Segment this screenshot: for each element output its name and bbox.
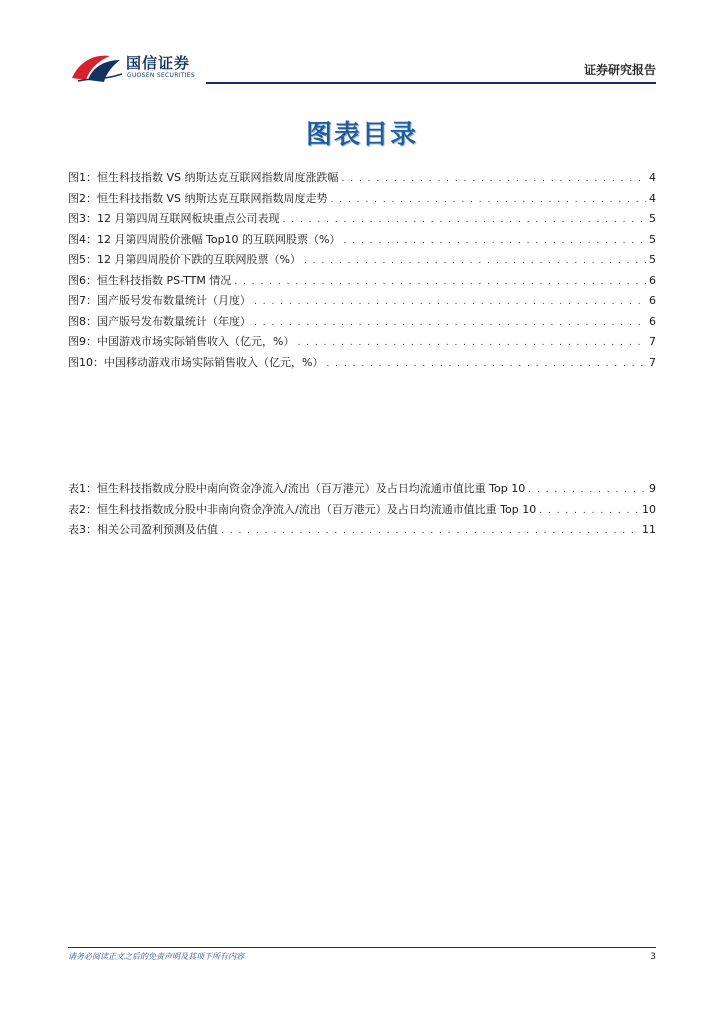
- toc-entry-figure-6[interactable]: [68, 272, 656, 293]
- toc-text: 恒生科技指数 VS 纳斯达克互联网指数周度走势: [97, 191, 328, 205]
- toc-text: 恒生科技指数成分股中南向资金净流入/流出（百万港元）及占日均流通市值比重 Top 10: [97, 482, 526, 495]
- toc-leader: [254, 297, 646, 307]
- toc-page: 5: [649, 212, 656, 225]
- toc-page: 6: [649, 273, 656, 287]
- toc-page: 6: [649, 294, 656, 307]
- toc-label: 图6：: [68, 273, 97, 287]
- toc-text: 相关公司盈利预测及估值: [97, 523, 218, 536]
- toc-page: 6: [649, 314, 656, 328]
- toc-entry-figure-10[interactable]: [68, 354, 656, 375]
- report-type-label: 证券研究报告: [583, 63, 656, 77]
- page-number: 3: [650, 952, 656, 962]
- toc-page: 5: [649, 253, 656, 266]
- toc-text: 12 月第四周股价涨幅 Top10 的互联网股票（%）: [97, 232, 341, 246]
- toc-leader: [344, 236, 647, 246]
- toc-leader: [221, 526, 639, 536]
- toc-label: 表2：: [68, 502, 97, 516]
- figure-list: [68, 169, 656, 374]
- toc-entry-figure-3[interactable]: [68, 210, 656, 231]
- toc-entry-figure-7[interactable]: [68, 292, 656, 313]
- footer-disclaimer: 请务必阅读正文之后的免责声明及其项下所有内容: [68, 952, 244, 961]
- toc-leader: [342, 174, 647, 184]
- toc-page: 4: [649, 171, 656, 184]
- toc-leader: [283, 215, 647, 225]
- toc-label: 图5：: [68, 253, 97, 266]
- header-divider: [206, 82, 656, 84]
- toc-entry-figure-5[interactable]: [68, 251, 656, 272]
- toc-entry-figure-9[interactable]: [68, 333, 656, 354]
- toc-label: 图2：: [68, 191, 97, 205]
- toc-page: 4: [649, 191, 656, 205]
- toc-text: 12 月第四周互联网板块重点公司表现: [97, 212, 280, 225]
- toc-text: 恒生科技指数 VS 纳斯达克互联网指数周度涨跌幅: [97, 171, 339, 184]
- toc-label: 图8：: [68, 314, 97, 328]
- page-title: 图表目录: [305, 120, 418, 150]
- table-list: [68, 480, 656, 542]
- toc-text: 国产版号发布数量统计（年度）: [97, 314, 251, 328]
- toc-page: 7: [649, 335, 656, 348]
- guosen-logo-icon: [70, 50, 124, 84]
- footer-divider: [68, 947, 656, 948]
- toc-leader: [528, 485, 646, 495]
- toc-text: 国产版号发布数量统计（月度）: [97, 294, 251, 307]
- toc-label: 图4：: [68, 232, 97, 246]
- toc-page: 5: [649, 232, 656, 246]
- toc-leader: [297, 338, 646, 348]
- toc-text: 12 月第四周股价下跌的互联网股票（%）: [97, 253, 301, 266]
- logo-text: 国信证券: [126, 54, 191, 72]
- toc-entry-figure-1[interactable]: [68, 169, 656, 190]
- toc-label: 表1：: [68, 482, 97, 495]
- toc-leader: [254, 318, 646, 328]
- toc-text: 恒生科技指数 PS-TTM 情况: [97, 273, 232, 287]
- toc-leader: [304, 256, 646, 266]
- toc-label: 图1：: [68, 171, 97, 184]
- toc-entry-table-1[interactable]: [68, 480, 656, 501]
- logo-subtext: GUOSEN SECURITIES: [127, 72, 196, 79]
- toc-leader: [331, 195, 647, 205]
- toc-entry-figure-4[interactable]: [68, 231, 656, 252]
- toc-entry-figure-8[interactable]: [68, 313, 656, 334]
- toc-leader: [539, 506, 639, 516]
- toc-leader: [326, 359, 646, 369]
- toc-label: 表3：: [68, 523, 97, 536]
- toc-label: 图9：: [68, 335, 97, 348]
- page-header: [0, 0, 724, 90]
- toc-page: 10: [642, 502, 656, 516]
- toc-text: 中国游戏市场实际销售收入（亿元，%）: [97, 335, 295, 348]
- toc-text: 中国移动游戏市场实际销售收入（亿元，%）: [104, 355, 324, 369]
- toc-label: 图7：: [68, 294, 97, 307]
- toc-leader: [234, 277, 646, 287]
- toc-entry-table-3[interactable]: [68, 521, 656, 542]
- guosen-logo: [70, 50, 230, 86]
- toc-entry-figure-2[interactable]: [68, 190, 656, 211]
- toc-entry-table-2[interactable]: [68, 501, 656, 522]
- toc-label: 图10：: [68, 355, 104, 369]
- toc-page: 11: [642, 523, 656, 536]
- toc-page: 9: [649, 482, 656, 495]
- toc-label: 图3：: [68, 212, 97, 225]
- toc-page: 7: [649, 355, 656, 369]
- toc-text: 恒生科技指数成分股中非南向资金净流入/流出（百万港元）及占日均流通市值比重 Top 10: [97, 502, 537, 516]
